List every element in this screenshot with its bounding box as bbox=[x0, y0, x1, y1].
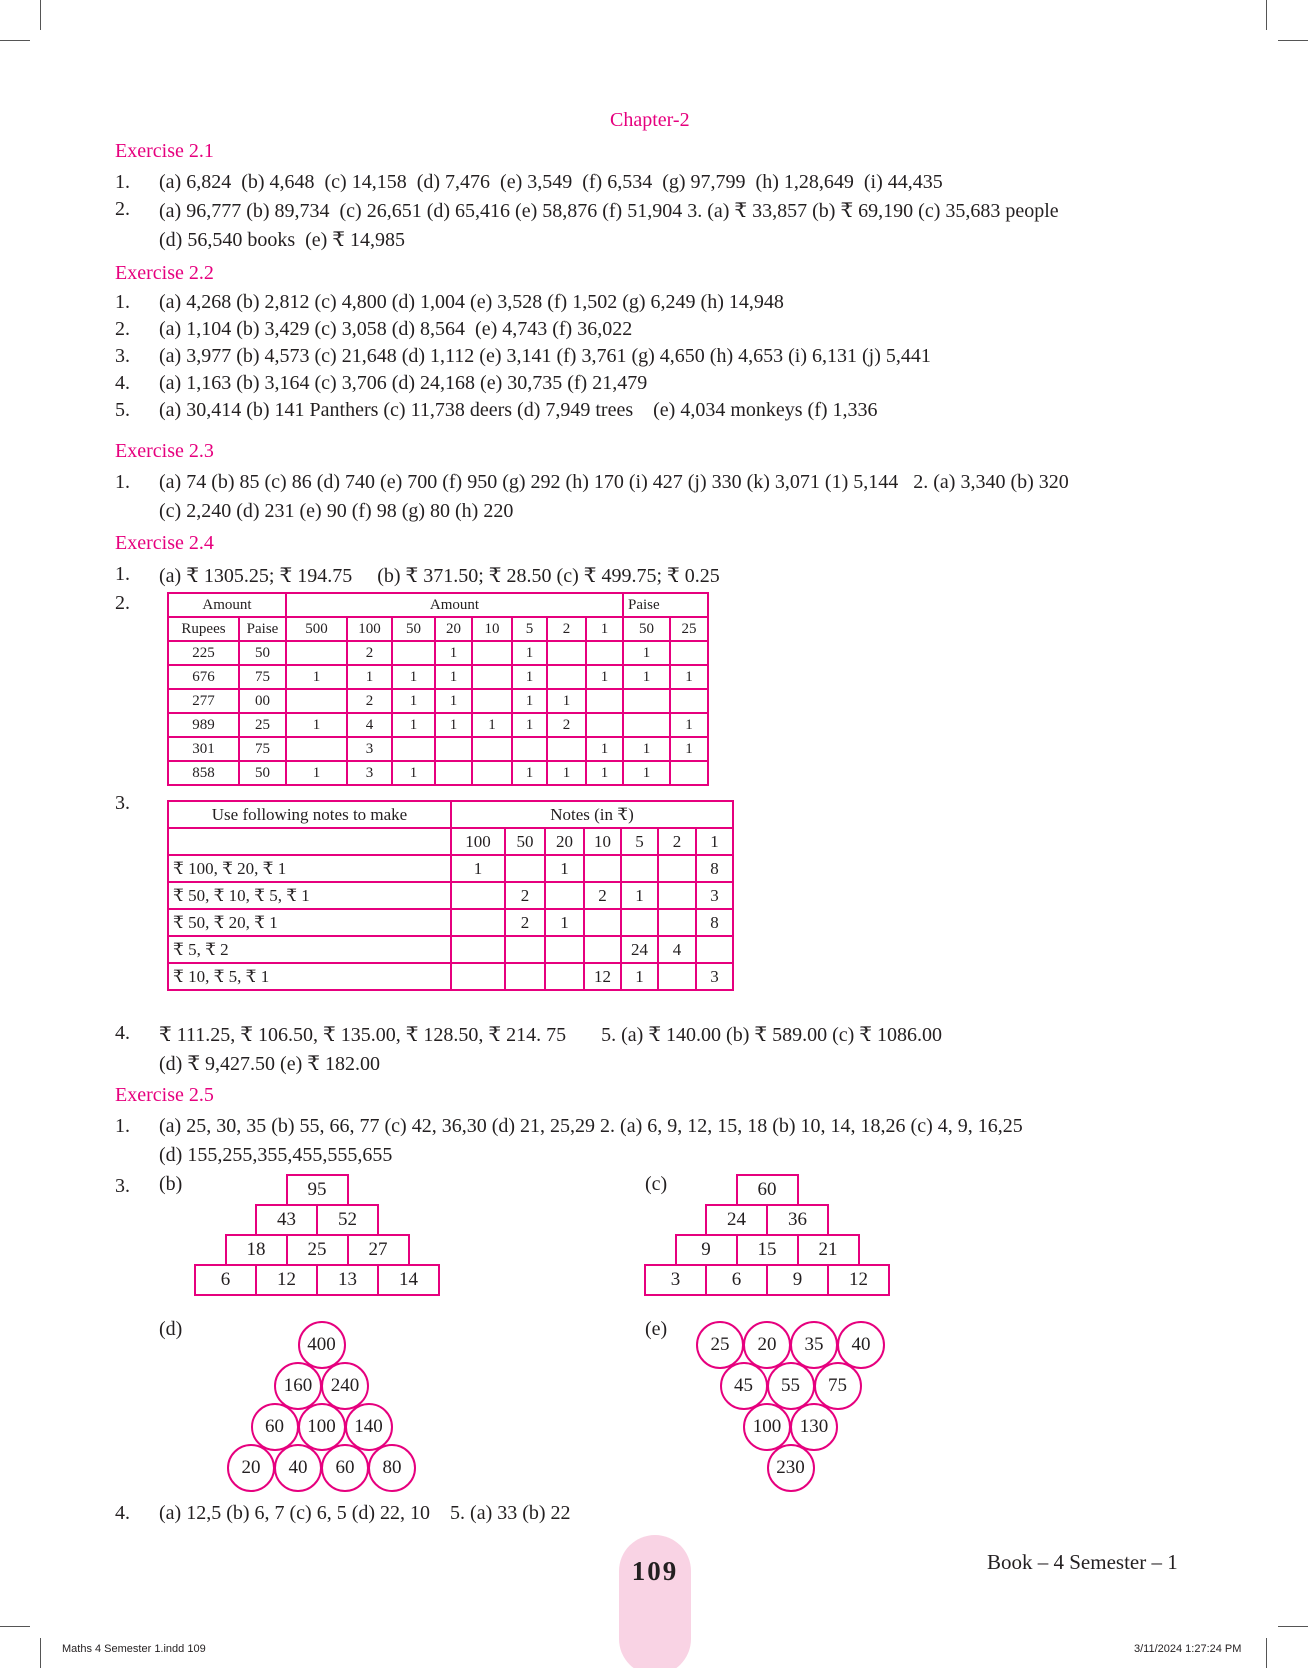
table-row bbox=[168, 963, 733, 990]
pyramid-brick: 14 bbox=[377, 1264, 440, 1296]
pyramid-brick: 18 bbox=[225, 1234, 288, 1266]
table-cell bbox=[435, 761, 472, 785]
table-header: Paise bbox=[623, 593, 708, 617]
number-circle: 160 bbox=[274, 1362, 322, 1410]
column-header: 1 bbox=[586, 617, 623, 641]
table-cell: ₹ 100, ₹ 20, ₹ 1 bbox=[168, 855, 451, 882]
crop-mark bbox=[1278, 40, 1308, 41]
column-header bbox=[168, 828, 451, 855]
number-circle: 75 bbox=[814, 1362, 862, 1410]
answer-line: (c) 2,240 (d) 231 (e) 90 (f) 98 (g) 80 (h) 220 bbox=[159, 500, 514, 522]
table-cell: 12 bbox=[584, 963, 621, 990]
table-cell bbox=[286, 641, 347, 665]
item-number: 3. bbox=[115, 345, 130, 367]
item-number: 1. bbox=[115, 471, 130, 493]
table-cell: 1 bbox=[392, 713, 435, 737]
table-cell bbox=[670, 641, 708, 665]
table-cell: 1 bbox=[512, 689, 547, 713]
number-circle: 55 bbox=[767, 1362, 815, 1410]
table-cell bbox=[545, 936, 584, 963]
table-cell: 1 bbox=[435, 689, 472, 713]
table-cell: 1 bbox=[286, 665, 347, 689]
part-label: (c) bbox=[645, 1173, 668, 1195]
pyramid-brick: 95 bbox=[286, 1174, 349, 1206]
column-header: 50 bbox=[505, 828, 545, 855]
table-cell: 1 bbox=[347, 665, 392, 689]
table-cell: 1 bbox=[586, 761, 623, 785]
number-circle: 100 bbox=[298, 1403, 346, 1451]
table-cell bbox=[451, 936, 505, 963]
table-cell: 1 bbox=[512, 761, 547, 785]
table-cell bbox=[545, 963, 584, 990]
table-cell bbox=[286, 737, 347, 761]
table-cell: 1 bbox=[451, 855, 505, 882]
table-cell: 2 bbox=[347, 689, 392, 713]
answer-line: (d) 155,255,355,455,555,655 bbox=[159, 1144, 393, 1166]
table-cell: 8 bbox=[696, 855, 733, 882]
table-cell: 3 bbox=[347, 761, 392, 785]
table-cell bbox=[586, 713, 623, 737]
table-cell bbox=[670, 761, 708, 785]
book-semester: Book – 4 Semester – 1 bbox=[987, 1550, 1178, 1574]
column-header: Paise bbox=[239, 617, 286, 641]
answer-line: (a) 6,824 (b) 4,648 (c) 14,158 (d) 7,476 (e) 3,549 (f) 6,534 (g) 97,799 (h) 1,28,649 (i) 44,435 bbox=[159, 171, 943, 193]
item-number: 1. bbox=[115, 1115, 130, 1137]
answer-line: (a) 74 (b) 85 (c) 86 (d) 740 (e) 700 (f) 950 (g) 292 (h) 170 (i) 427 (j) 330 (k) 3,071 (1) 5,144 2. (a) 3,340 (b) 320 bbox=[159, 471, 1069, 493]
answer-line: (a) 1,104 (b) 3,429 (c) 3,058 (d) 8,564 (e) 4,743 (f) 36,022 bbox=[159, 318, 633, 340]
number-circle: 45 bbox=[720, 1362, 768, 1410]
table-cell bbox=[623, 713, 670, 737]
table-cell bbox=[472, 761, 512, 785]
number-circle: 40 bbox=[837, 1321, 885, 1369]
number-circle: 60 bbox=[321, 1444, 369, 1492]
table-cell: 1 bbox=[670, 665, 708, 689]
column-header: 100 bbox=[451, 828, 505, 855]
table-cell: 2 bbox=[347, 641, 392, 665]
table-cell: 1 bbox=[623, 641, 670, 665]
pyramid-brick: 9 bbox=[766, 1264, 829, 1296]
table-cell: 1 bbox=[545, 855, 584, 882]
table-cell: 1 bbox=[670, 737, 708, 761]
table-cell: 4 bbox=[658, 936, 696, 963]
number-circle: 20 bbox=[227, 1444, 275, 1492]
table-cell: 1 bbox=[623, 737, 670, 761]
denomination-table bbox=[167, 592, 709, 786]
table-cell: 277 bbox=[168, 689, 239, 713]
number-circle: 60 bbox=[251, 1403, 299, 1451]
table-cell: 1 bbox=[512, 641, 547, 665]
table-header: Amount bbox=[286, 593, 623, 617]
table-cell bbox=[547, 641, 586, 665]
table-cell: 1 bbox=[547, 689, 586, 713]
crop-mark bbox=[1266, 1638, 1267, 1668]
table-cell bbox=[472, 737, 512, 761]
crop-mark bbox=[40, 1638, 41, 1668]
table-cell: 1 bbox=[392, 665, 435, 689]
table-cell: 858 bbox=[168, 761, 239, 785]
table-cell: 1 bbox=[623, 665, 670, 689]
table-cell bbox=[286, 689, 347, 713]
table-cell: 1 bbox=[621, 882, 658, 909]
table-row bbox=[168, 909, 733, 936]
pyramid-brick: 6 bbox=[705, 1264, 768, 1296]
item-number: 4. bbox=[115, 1022, 130, 1044]
answer-line: (a) 3,977 (b) 4,573 (c) 21,648 (d) 1,112 (e) 3,141 (f) 3,761 (g) 4,650 (h) 4,653 (i) 6,131 (j) 5,441 bbox=[159, 345, 931, 367]
table-cell bbox=[392, 641, 435, 665]
pyramid-brick: 52 bbox=[316, 1204, 379, 1236]
pyramid-brick: 21 bbox=[797, 1234, 860, 1266]
pyramid-brick: 25 bbox=[286, 1234, 349, 1266]
table-cell bbox=[435, 737, 472, 761]
number-circle: 230 bbox=[767, 1444, 815, 1492]
table-cell: 2 bbox=[547, 713, 586, 737]
table-cell: 1 bbox=[670, 713, 708, 737]
table-cell: 301 bbox=[168, 737, 239, 761]
table-cell: 4 bbox=[347, 713, 392, 737]
table-row bbox=[168, 761, 708, 785]
table-cell: 1 bbox=[545, 909, 584, 936]
table-cell bbox=[505, 855, 545, 882]
pyramid-brick: 36 bbox=[766, 1204, 829, 1236]
table-cell: ₹ 5, ₹ 2 bbox=[168, 936, 451, 963]
table-cell: 989 bbox=[168, 713, 239, 737]
item-number: 1. bbox=[115, 291, 130, 313]
table-cell: 1 bbox=[435, 665, 472, 689]
table-cell bbox=[505, 963, 545, 990]
pyramid-brick: 24 bbox=[705, 1204, 768, 1236]
table-cell: 1 bbox=[435, 713, 472, 737]
table-cell: 3 bbox=[696, 882, 733, 909]
column-header: 2 bbox=[658, 828, 696, 855]
column-header: 2 bbox=[547, 617, 586, 641]
pyramid-brick: 6 bbox=[194, 1264, 257, 1296]
table-cell bbox=[658, 855, 696, 882]
table-cell bbox=[670, 689, 708, 713]
column-header: 50 bbox=[392, 617, 435, 641]
table-cell: 2 bbox=[505, 909, 545, 936]
table-row bbox=[168, 737, 708, 761]
table-cell bbox=[545, 882, 584, 909]
table-cell bbox=[696, 936, 733, 963]
chapter-title: Chapter-2 bbox=[610, 109, 690, 131]
table-cell: 1 bbox=[512, 665, 547, 689]
answer-line: (a) 30,414 (b) 141 Panthers (c) 11,738 deers (d) 7,949 trees (e) 4,034 monkeys (f) 1,336 bbox=[159, 399, 878, 421]
answer-line: (a) 4,268 (b) 2,812 (c) 4,800 (d) 1,004 (e) 3,528 (f) 1,502 (g) 6,249 (h) 14,948 bbox=[159, 291, 784, 313]
number-circle: 130 bbox=[790, 1403, 838, 1451]
table-cell: 50 bbox=[239, 641, 286, 665]
table-cell: 1 bbox=[435, 641, 472, 665]
number-circle: 20 bbox=[743, 1321, 791, 1369]
item-number: 3. bbox=[115, 792, 130, 814]
table-cell: 25 bbox=[239, 713, 286, 737]
column-header: 50 bbox=[623, 617, 670, 641]
part-label: (d) bbox=[159, 1318, 183, 1340]
pyramid-brick: 15 bbox=[736, 1234, 799, 1266]
table-row bbox=[168, 641, 708, 665]
table-cell: 225 bbox=[168, 641, 239, 665]
item-number: 1. bbox=[115, 171, 130, 193]
column-header: 10 bbox=[472, 617, 512, 641]
answer-line: (a) 96,777 (b) 89,734 (c) 26,651 (d) 65,416 (e) 58,876 (f) 51,904 3. (a) ₹ 33,857 (b) ₹ 69,190 (c) 35,683 people bbox=[159, 200, 1059, 222]
answer-line: (d) 56,540 books (e) ₹ 14,985 bbox=[159, 229, 406, 251]
table-row bbox=[168, 689, 708, 713]
exercise-heading: Exercise 2.4 bbox=[115, 532, 214, 554]
item-number: 5. bbox=[115, 399, 130, 421]
table-cell: 1 bbox=[621, 963, 658, 990]
table-cell: 1 bbox=[623, 761, 670, 785]
table-cell bbox=[505, 936, 545, 963]
table-cell: 1 bbox=[586, 665, 623, 689]
crop-mark bbox=[1266, 0, 1267, 30]
table-cell: 1 bbox=[472, 713, 512, 737]
number-circle: 100 bbox=[743, 1403, 791, 1451]
table-cell: 3 bbox=[696, 963, 733, 990]
crop-mark bbox=[1278, 1626, 1308, 1627]
table-row bbox=[168, 936, 733, 963]
item-number: 3. bbox=[115, 1175, 130, 1197]
answer-line: ₹ 111.25, ₹ 106.50, ₹ 135.00, ₹ 128.50, ₹ 214. 75 5. (a) ₹ 140.00 (b) ₹ 589.00 (c) ₹ 1086.00 bbox=[159, 1024, 943, 1046]
table-cell bbox=[512, 737, 547, 761]
crop-mark bbox=[0, 40, 30, 41]
table-cell: 8 bbox=[696, 909, 733, 936]
table-cell bbox=[451, 882, 505, 909]
answer-line: (a) ₹ 1305.25; ₹ 194.75 (b) ₹ 371.50; ₹ 28.50 (c) ₹ 499.75; ₹ 0.25 bbox=[159, 565, 720, 587]
item-number: 2. bbox=[115, 198, 130, 220]
table-cell bbox=[658, 909, 696, 936]
item-number: 4. bbox=[115, 1502, 130, 1524]
item-number: 1. bbox=[115, 563, 130, 585]
table-cell: 1 bbox=[547, 761, 586, 785]
crop-mark bbox=[0, 1626, 30, 1627]
table-cell: ₹ 50, ₹ 20, ₹ 1 bbox=[168, 909, 451, 936]
pyramid-brick: 12 bbox=[255, 1264, 318, 1296]
table-cell bbox=[392, 737, 435, 761]
page-number-badge bbox=[619, 1535, 691, 1668]
pyramid-brick: 3 bbox=[644, 1264, 707, 1296]
item-number: 2. bbox=[115, 592, 130, 614]
table-cell: 1 bbox=[392, 689, 435, 713]
notes-table bbox=[167, 800, 734, 991]
item-number: 2. bbox=[115, 318, 130, 340]
table-row bbox=[168, 713, 708, 737]
exercise-heading: Exercise 2.3 bbox=[115, 440, 214, 462]
pyramid-brick: 12 bbox=[827, 1264, 890, 1296]
table-cell bbox=[621, 855, 658, 882]
table-cell bbox=[547, 737, 586, 761]
table-cell bbox=[472, 665, 512, 689]
number-circle: 35 bbox=[790, 1321, 838, 1369]
table-cell: 1 bbox=[286, 713, 347, 737]
page-number: 109 bbox=[631, 1556, 679, 1586]
table-cell: 1 bbox=[392, 761, 435, 785]
table-cell bbox=[584, 936, 621, 963]
column-header: 500 bbox=[286, 617, 347, 641]
pyramid-brick: 60 bbox=[736, 1174, 799, 1206]
table-cell bbox=[547, 665, 586, 689]
pyramid-brick: 43 bbox=[255, 1204, 318, 1236]
pyramid-brick: 9 bbox=[675, 1234, 738, 1266]
answer-line: (d) ₹ 9,427.50 (e) ₹ 182.00 bbox=[159, 1053, 380, 1075]
table-cell bbox=[584, 909, 621, 936]
table-cell: 2 bbox=[505, 882, 545, 909]
column-header: 20 bbox=[435, 617, 472, 641]
footer-date: 3/11/2024 1:27:24 PM bbox=[1134, 1643, 1242, 1655]
table-cell bbox=[584, 855, 621, 882]
column-header: 5 bbox=[512, 617, 547, 641]
table-cell bbox=[658, 882, 696, 909]
table-cell bbox=[472, 641, 512, 665]
exercise-heading: Exercise 2.2 bbox=[115, 262, 214, 284]
table-row bbox=[168, 882, 733, 909]
table-cell: ₹ 50, ₹ 10, ₹ 5, ₹ 1 bbox=[168, 882, 451, 909]
exercise-heading: Exercise 2.1 bbox=[115, 140, 214, 162]
crop-mark bbox=[40, 0, 41, 30]
table-row bbox=[168, 855, 733, 882]
table-row bbox=[168, 665, 708, 689]
answer-line: (a) 1,163 (b) 3,164 (c) 3,706 (d) 24,168 (e) 30,735 (f) 21,479 bbox=[159, 372, 648, 394]
column-header: 20 bbox=[545, 828, 584, 855]
table-cell: 2 bbox=[584, 882, 621, 909]
table-header: Use following notes to make bbox=[168, 801, 451, 828]
number-circle: 40 bbox=[274, 1444, 322, 1492]
table-cell: 1 bbox=[512, 713, 547, 737]
table-header: Amount bbox=[168, 593, 286, 617]
table-cell bbox=[451, 909, 505, 936]
part-label: (e) bbox=[645, 1318, 668, 1340]
pyramid-brick: 13 bbox=[316, 1264, 379, 1296]
number-circle: 140 bbox=[345, 1403, 393, 1451]
table-cell: 00 bbox=[239, 689, 286, 713]
table-cell: 1 bbox=[586, 737, 623, 761]
column-header: 100 bbox=[347, 617, 392, 641]
number-circle: 240 bbox=[321, 1362, 369, 1410]
pyramid-brick: 27 bbox=[347, 1234, 410, 1266]
answer-line: (a) 12,5 (b) 6, 7 (c) 6, 5 (d) 22, 10 5. (a) 33 (b) 22 bbox=[159, 1502, 571, 1524]
table-cell: 676 bbox=[168, 665, 239, 689]
part-label: (b) bbox=[159, 1173, 183, 1195]
column-header: 25 bbox=[670, 617, 708, 641]
table-cell: 24 bbox=[621, 936, 658, 963]
table-cell: 50 bbox=[239, 761, 286, 785]
number-circle: 400 bbox=[298, 1321, 346, 1369]
exercise-heading: Exercise 2.5 bbox=[115, 1084, 214, 1106]
table-cell bbox=[586, 641, 623, 665]
answer-line: (a) 25, 30, 35 (b) 55, 66, 77 (c) 42, 36,30 (d) 21, 25,29 2. (a) 6, 9, 12, 15, 18 (b) 10, 14, 18,26 (c) 4, 9, 16,25 bbox=[159, 1115, 1023, 1137]
table-cell bbox=[586, 689, 623, 713]
table-cell: 1 bbox=[286, 761, 347, 785]
table-cell bbox=[472, 689, 512, 713]
table-header: Notes (in ₹) bbox=[451, 801, 733, 828]
number-circle: 25 bbox=[696, 1321, 744, 1369]
table-cell: 75 bbox=[239, 737, 286, 761]
footer-file: Maths 4 Semester 1.indd 109 bbox=[62, 1643, 206, 1655]
column-header: 5 bbox=[621, 828, 658, 855]
table-cell bbox=[623, 689, 670, 713]
column-header: 10 bbox=[584, 828, 621, 855]
table-cell: 75 bbox=[239, 665, 286, 689]
table-cell: 3 bbox=[347, 737, 392, 761]
column-header: 1 bbox=[696, 828, 733, 855]
table-cell: ₹ 10, ₹ 5, ₹ 1 bbox=[168, 963, 451, 990]
number-circle: 80 bbox=[368, 1444, 416, 1492]
table-cell bbox=[658, 963, 696, 990]
table-cell bbox=[451, 963, 505, 990]
column-header: Rupees bbox=[168, 617, 239, 641]
item-number: 4. bbox=[115, 372, 130, 394]
table-cell bbox=[621, 909, 658, 936]
